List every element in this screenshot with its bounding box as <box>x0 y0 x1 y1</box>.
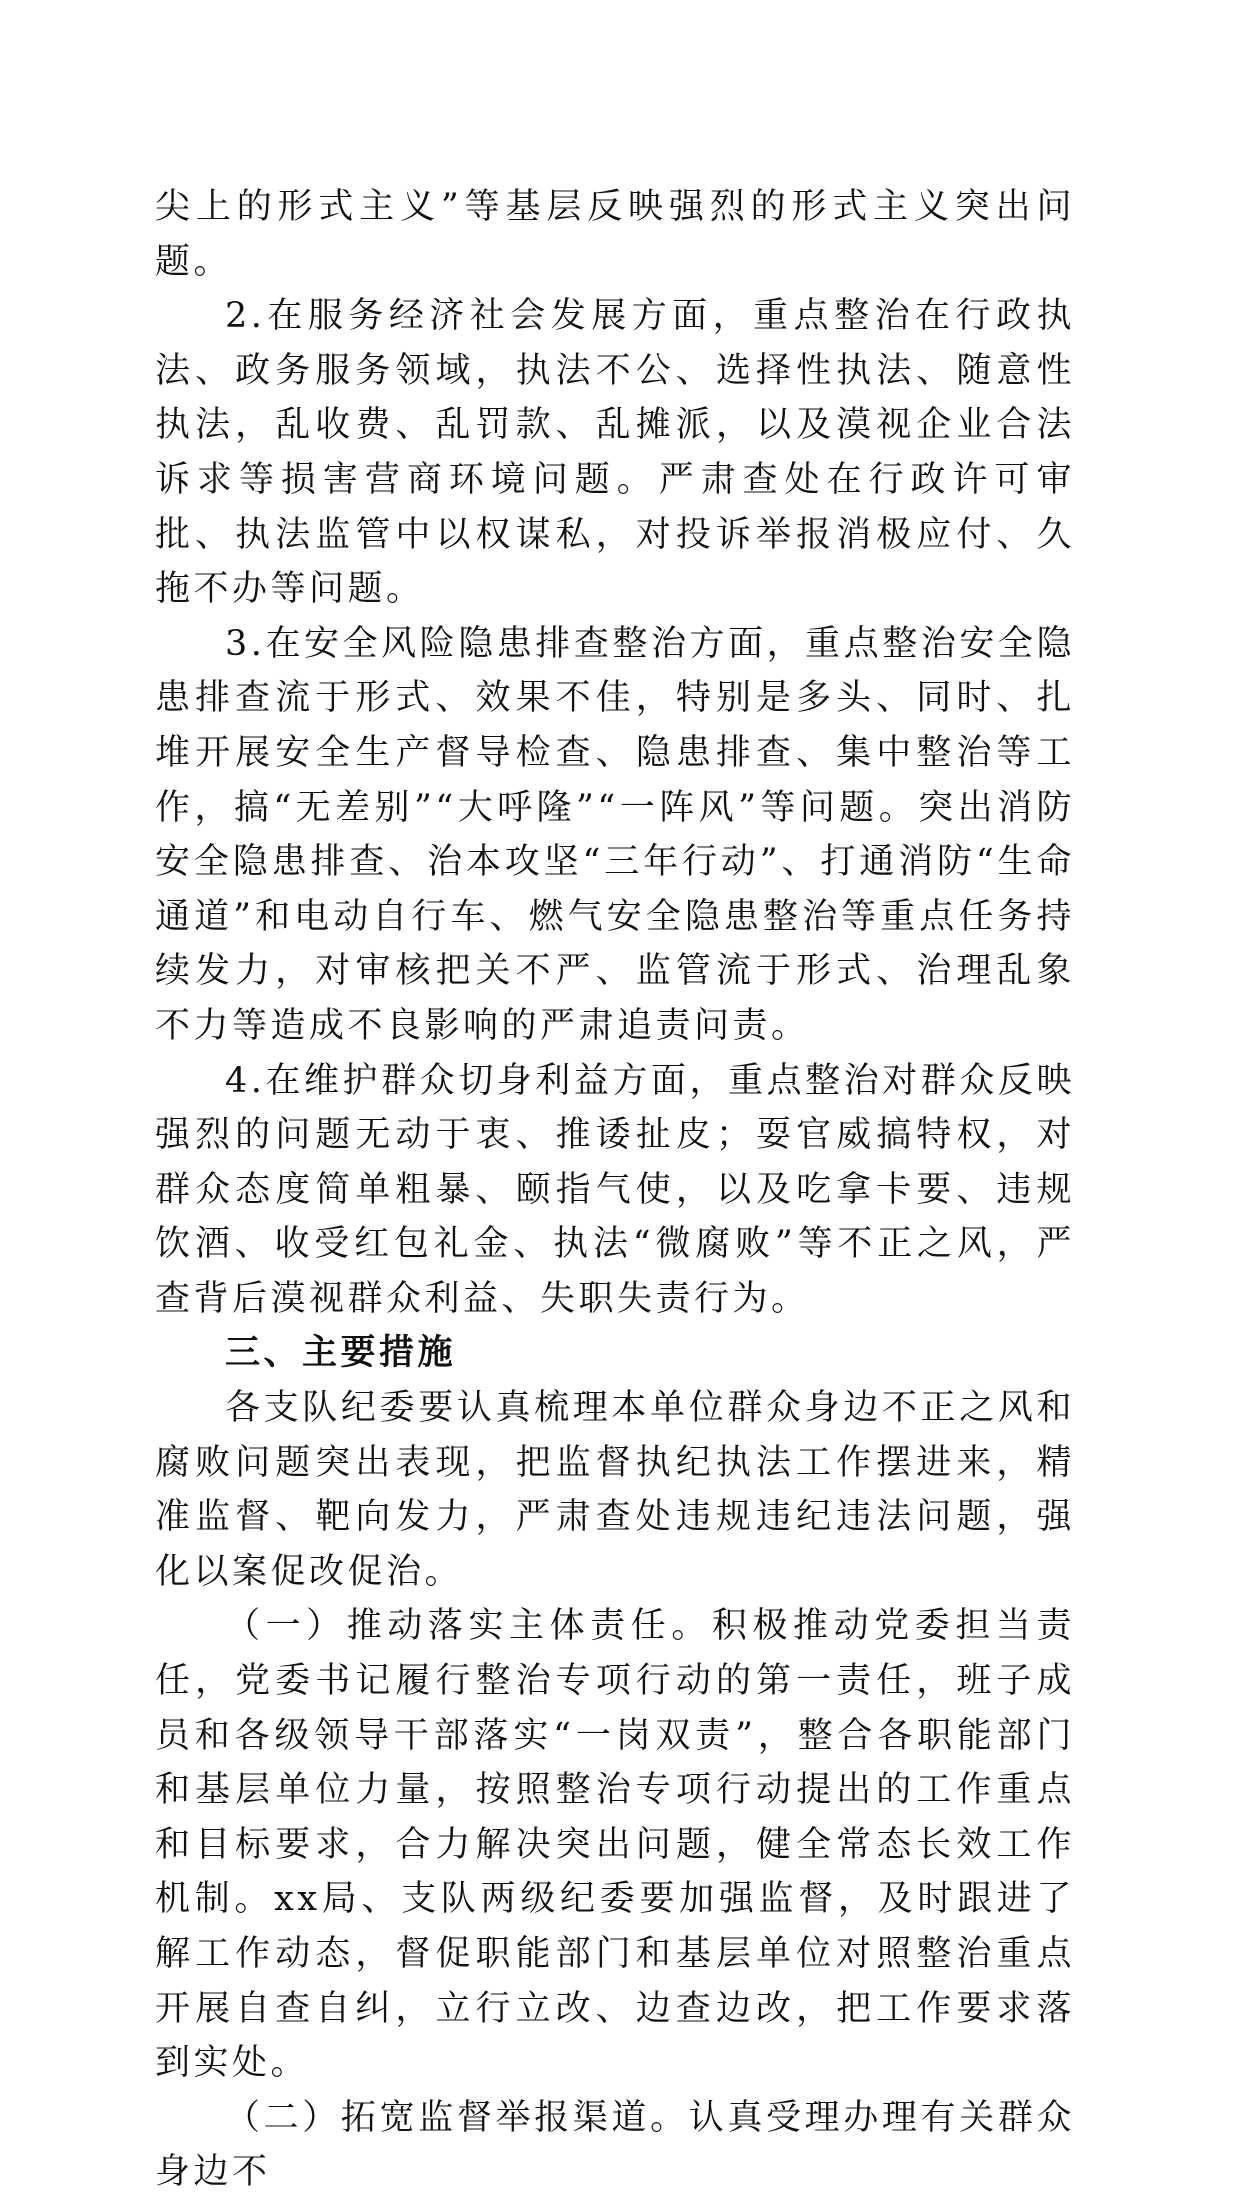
paragraph-measures-intro: 各支队纪委要认真梳理本单位群众身边不正之风和腐败问题突出表现，把监督执纪执法工作摆进来，精准监督、靶向发力，严肃查处违规违纪违法问题，强化以案促改促治。 <box>155 1388 1075 1592</box>
paragraph-item-4: 4.在维护群众切身利益方面，重点整治对群众反映强烈的问题无动于衷、推诿扯皮；耍官威搞特权，对群众态度简单粗暴、颐指气使，以及吃拿卡要、违规饮酒、收受红包礼金、执法“微腐败”等不正之风，严查背后漠视群众利益、失职失责行为。 <box>155 1060 1075 1319</box>
paragraph-item-3: 3.在安全风险隐患排查整治方面，重点整治安全隐患排查流于形式、效果不佳，特别是多头、同时、扎堆开展安全生产督导检查、隐患排查、集中整治等工作，搞“无差别”“大呼隆”“一阵风”等问题。突出消防安全隐患排查、治本攻坚“三年行动”、打通消防“生命通道”和电动自行车、燃气安全隐患整治等重点任务持续发力，对审核把关不严、监管流于形式、治理乱象不力等造成不良影响的严肃追责问责。 <box>155 623 1075 1046</box>
document-body <box>155 180 1075 2200</box>
paragraph-measure-1: （一）推动落实主体责任。积极推动党委担当责任，党委书记履行整治专项行动的第一责任，班子成员和各级领导干部落实“一岗双责”，整合各职能部门和基层单位力量，按照整治专项行动提出的工作重点和目标要求，合力解决突出问题，健全常态长效工作机制。xx局、支队两级纪委要加强监督，及时跟进了解工作动态，督促职能部门和基层单位对照整治重点开展自查自纠，立行立改、边查边改，把工作要求落到实处。 <box>155 1606 1075 2084</box>
paragraph-item-2: 2.在服务经济社会发展方面，重点整治在行政执法、政务服务领域，执法不公、选择性执法、随意性执法，乱收费、乱罚款、乱摊派，以及漠视企业合法诉求等损害营商环境问题。严肃查处在行政许可审批、执法监管中以权谋私，对投诉举报消极应付、久拖不办等问题。 <box>155 296 1075 610</box>
section-heading: 三、主要措施 <box>225 1333 457 1374</box>
paragraph-continuation: 尖上的形式主义”等基层反映强烈的形式主义突出问题。 <box>155 187 1075 282</box>
paragraph-measure-2: （二）拓宽监督举报渠道。认真受理办理有关群众身边不 <box>155 2097 1075 2193</box>
